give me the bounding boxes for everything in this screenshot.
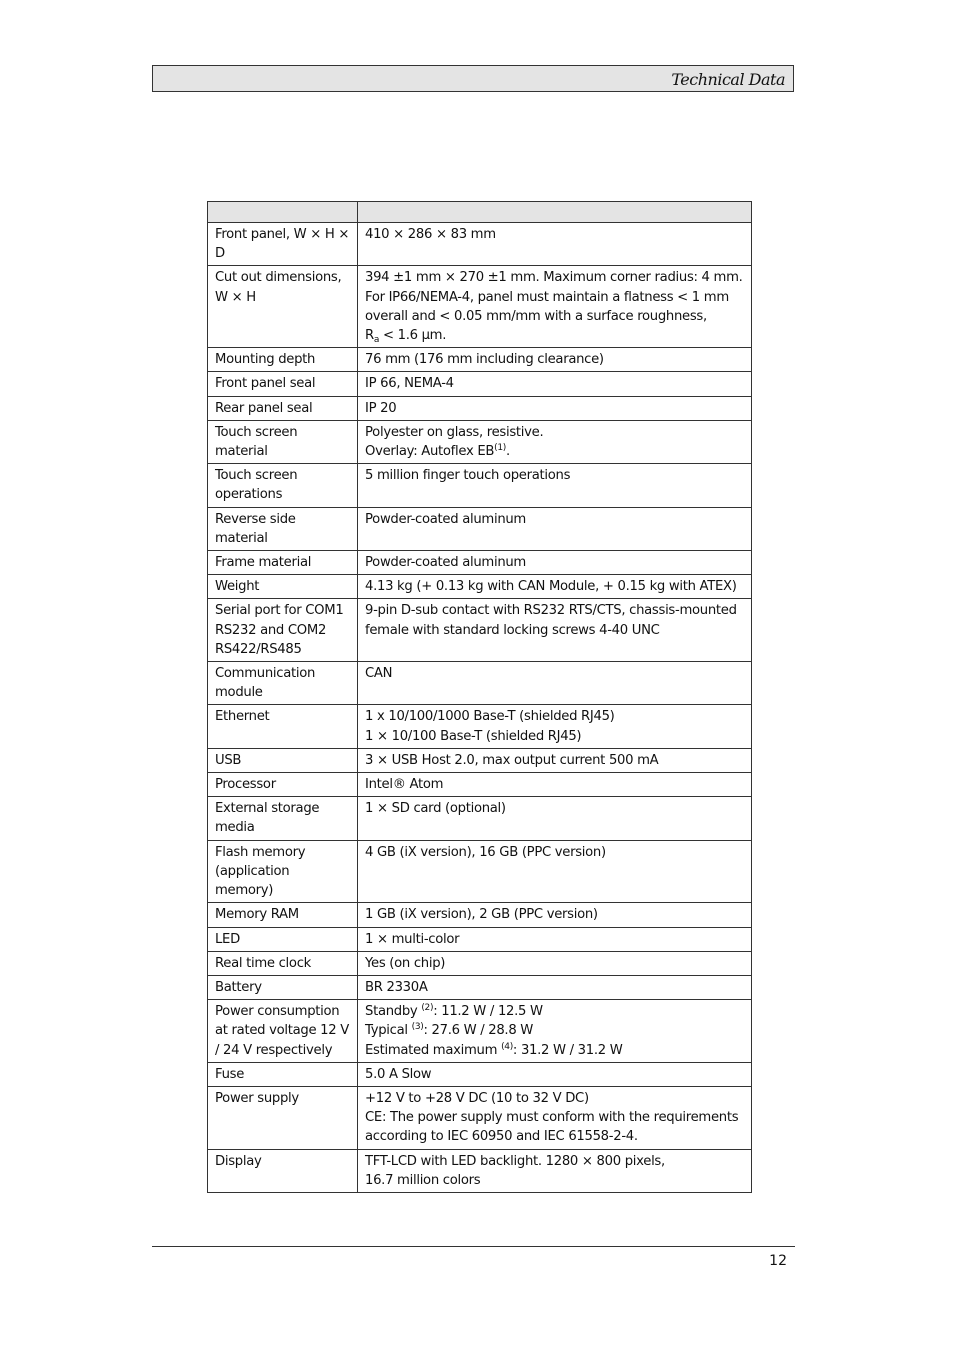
roughness-line bbox=[365, 326, 744, 345]
row-label: Ethernet bbox=[208, 705, 358, 748]
page-header bbox=[152, 65, 794, 92]
row-label: Front panel, W × H × D bbox=[208, 223, 358, 266]
row-label: Real time clock bbox=[208, 951, 358, 975]
row-value bbox=[358, 840, 752, 903]
row-value bbox=[358, 773, 752, 797]
power-label: Standby bbox=[365, 1004, 422, 1020]
value-line: BR 2330A bbox=[365, 979, 428, 995]
power-line-typical bbox=[365, 1021, 744, 1040]
value-line: IP 20 bbox=[365, 400, 397, 416]
row-value bbox=[358, 903, 752, 927]
value-line: 410 × 286 × 83 mm bbox=[365, 227, 496, 242]
overlay-suffix: . bbox=[506, 444, 510, 460]
table-row bbox=[208, 575, 752, 599]
row-value bbox=[358, 348, 752, 372]
value-line: Polyester on glass, resistive. bbox=[365, 424, 544, 440]
row-value bbox=[358, 464, 752, 507]
row-value bbox=[358, 266, 752, 348]
footnote-marker: (3) bbox=[411, 1022, 424, 1033]
value-line: 9-pin D-sub contact with RS232 RTS/CTS, chassis-mounted female with standard locking screws 4-40 UNC bbox=[365, 603, 737, 638]
table-row bbox=[208, 748, 752, 772]
value-line: 4.13 kg (+ 0.13 kg with CAN Module, + 0.15 kg with ATEX) bbox=[365, 579, 737, 595]
value-line: Yes (on chip) bbox=[365, 955, 446, 971]
power-line-standby bbox=[365, 1002, 744, 1021]
row-value bbox=[358, 951, 752, 975]
value-line: Powder-coated aluminum bbox=[365, 555, 526, 571]
row-label: Front panel seal bbox=[208, 372, 358, 396]
row-label: Rear panel seal bbox=[208, 396, 358, 420]
value-line: TFT-LCD with LED backlight. 1280 × 800 pixels, bbox=[365, 1153, 665, 1169]
value-line: 16.7 million colors bbox=[365, 1172, 481, 1188]
value-line: 4 GB (iX version), 16 GB (PPC version) bbox=[365, 844, 606, 860]
page-number: 12 bbox=[769, 1253, 787, 1269]
value-line: 1 x 10/100/1000 Base-T (shielded RJ45) bbox=[365, 709, 615, 725]
row-label: Frame material bbox=[208, 551, 358, 575]
table-row bbox=[208, 348, 752, 372]
table-row bbox=[208, 662, 752, 705]
table-row bbox=[208, 1149, 752, 1192]
value-line: Powder-coated aluminum bbox=[365, 511, 526, 527]
footer-divider bbox=[152, 1246, 795, 1247]
header-title: Technical Data bbox=[671, 70, 785, 89]
value-line: 76 mm (176 mm including clearance) bbox=[365, 352, 604, 368]
row-label: Mounting depth bbox=[208, 348, 358, 372]
row-value bbox=[358, 748, 752, 772]
table-row bbox=[208, 840, 752, 903]
value-line: CAN bbox=[365, 666, 393, 682]
row-value bbox=[358, 396, 752, 420]
power-label: Typical bbox=[365, 1023, 412, 1039]
table-row bbox=[208, 797, 752, 840]
table-header-row bbox=[208, 202, 752, 223]
spec-table bbox=[207, 201, 752, 1193]
table-row bbox=[208, 507, 752, 550]
value-line: Intel® Atom bbox=[365, 777, 444, 793]
row-value bbox=[358, 1086, 752, 1149]
row-label: LED bbox=[208, 927, 358, 951]
table-row bbox=[208, 773, 752, 797]
power-value: : 27.6 W / 28.8 W bbox=[423, 1023, 534, 1039]
row-value bbox=[358, 705, 752, 748]
table-row bbox=[208, 975, 752, 999]
footnote-marker: (4) bbox=[501, 1041, 513, 1052]
row-value bbox=[358, 507, 752, 550]
row-value bbox=[358, 223, 752, 266]
footnote-marker: (1) bbox=[494, 443, 506, 454]
row-value bbox=[358, 797, 752, 840]
value-line: 1 × SD card (optional) bbox=[365, 801, 506, 817]
table-row bbox=[208, 951, 752, 975]
row-label: USB bbox=[208, 748, 358, 772]
table-row bbox=[208, 705, 752, 748]
overlay-text: Overlay: Autoflex EB bbox=[365, 444, 495, 460]
roughness-prefix: R bbox=[365, 328, 374, 344]
overlay-line bbox=[365, 442, 744, 461]
value-line: For IP66/NEMA-4, panel must maintain a flatness < 1 mm bbox=[365, 289, 729, 305]
table-row bbox=[208, 396, 752, 420]
table-row bbox=[208, 464, 752, 507]
value-line: 5.0 A Slow bbox=[365, 1066, 432, 1082]
row-value bbox=[358, 575, 752, 599]
value-line: overall and < 0.05 mm/mm with a surface roughness, bbox=[365, 308, 707, 324]
value-line: +12 V to +28 V DC (10 to 32 V DC) bbox=[365, 1090, 589, 1106]
value-line: 1 × 10/100 Base-T (shielded RJ45) bbox=[365, 728, 582, 744]
row-label: Memory RAM bbox=[208, 903, 358, 927]
table-row bbox=[208, 551, 752, 575]
roughness-value: < 1.6 µm. bbox=[379, 328, 447, 344]
row-value bbox=[358, 975, 752, 999]
table-header-value bbox=[358, 202, 752, 223]
row-value bbox=[358, 1000, 752, 1063]
row-value bbox=[358, 599, 752, 662]
row-label: Fuse bbox=[208, 1062, 358, 1086]
row-label: Touch screen material bbox=[208, 420, 358, 463]
roughness-subscript: a bbox=[373, 335, 380, 346]
value-line: 394 ±1 mm × 270 ±1 mm. Maximum corner radius: 4 mm. bbox=[365, 270, 743, 286]
table-header-parameter bbox=[208, 202, 358, 223]
row-label: Power consumption at rated voltage 12 V / 24 V respectively bbox=[208, 1000, 358, 1063]
row-value bbox=[358, 372, 752, 396]
power-line-maximum bbox=[365, 1041, 744, 1060]
row-value bbox=[358, 1062, 752, 1086]
row-value bbox=[358, 662, 752, 705]
table-row bbox=[208, 1086, 752, 1149]
power-value: : 11.2 W / 12.5 W bbox=[433, 1004, 543, 1020]
row-label: Battery bbox=[208, 975, 358, 999]
row-label: Flash memory (application memory) bbox=[208, 840, 358, 903]
table-row bbox=[208, 599, 752, 662]
table-row bbox=[208, 420, 752, 463]
table-row bbox=[208, 223, 752, 266]
table-row bbox=[208, 1000, 752, 1063]
row-label: External storage media bbox=[208, 797, 358, 840]
row-label: Serial port for COM1 RS232 and COM2 RS422/RS485 bbox=[208, 599, 358, 662]
power-value: : 31.2 W / 31.2 W bbox=[512, 1042, 623, 1058]
table-row bbox=[208, 266, 752, 348]
row-label: Touch screen operations bbox=[208, 464, 358, 507]
table-row bbox=[208, 903, 752, 927]
row-label: Communication module bbox=[208, 662, 358, 705]
row-value bbox=[358, 1149, 752, 1192]
row-label: Power supply bbox=[208, 1086, 358, 1149]
value-line: 3 × USB Host 2.0, max output current 500 mA bbox=[365, 752, 659, 768]
row-label: Display bbox=[208, 1149, 358, 1192]
footnote-marker: (2) bbox=[421, 1003, 434, 1014]
row-label: Reverse side material bbox=[208, 507, 358, 550]
value-line: 5 million finger touch operations bbox=[365, 468, 571, 484]
table-row bbox=[208, 372, 752, 396]
row-value bbox=[358, 420, 752, 463]
row-value bbox=[358, 551, 752, 575]
row-label: Processor bbox=[208, 773, 358, 797]
value-line: 1 GB (iX version), 2 GB (PPC version) bbox=[365, 907, 598, 923]
row-value bbox=[358, 927, 752, 951]
row-label: Cut out dimensions, W × H bbox=[208, 266, 358, 348]
power-label: Estimated maximum bbox=[365, 1042, 502, 1058]
value-line: IP 66, NEMA-4 bbox=[365, 376, 454, 392]
table-row bbox=[208, 927, 752, 951]
value-line: CE: The power supply must conform with the requirements according to IEC 60950 and IEC 61558-2-4. bbox=[365, 1110, 739, 1145]
row-label: Weight bbox=[208, 575, 358, 599]
table-row bbox=[208, 1062, 752, 1086]
value-line: 1 × multi-color bbox=[365, 931, 460, 947]
